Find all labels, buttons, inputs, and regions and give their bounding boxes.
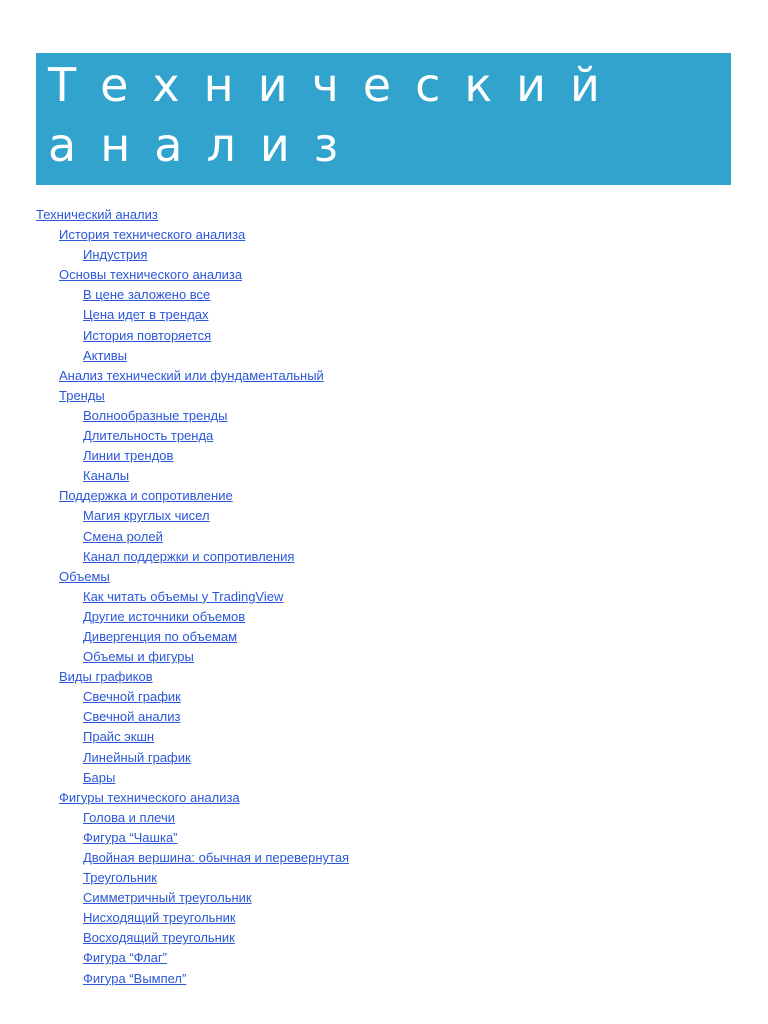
page-title: Технический анализ [48,58,624,172]
toc-link[interactable]: Тренды [59,387,105,403]
toc-item [36,627,349,647]
toc-link[interactable]: История технического анализа [59,227,246,243]
toc-link[interactable]: Двойная вершина: обычная и перевернутая [83,850,350,865]
toc-link[interactable]: Объемы [59,568,110,584]
toc-item [36,607,349,627]
toc-link[interactable]: Анализ технический или фундаментальный [59,367,324,383]
toc-link[interactable]: Канал поддержки и сопротивления [83,548,295,564]
toc-link[interactable]: Волнообразные тренды [83,407,228,423]
toc-link[interactable]: Как читать объемы у TradingView [83,588,284,604]
toc-link[interactable]: Фигура “Чашка” [83,829,178,845]
toc-link[interactable]: Треугольник [83,870,157,886]
toc-item [36,466,349,486]
toc-item [36,908,349,928]
toc-item [36,386,349,406]
toc-link[interactable]: Фигура “Вымпел” [83,970,187,986]
toc-item [36,265,349,285]
toc-item [36,406,349,426]
toc-link[interactable]: Технический анализ [36,207,158,222]
toc-link[interactable]: Цена идет в трендах [83,307,209,323]
toc-link[interactable]: Смена ролей [83,528,163,544]
toc-link[interactable]: Поддержка и сопротивление [59,488,233,504]
toc-item [36,707,349,727]
toc-link[interactable]: Дивергенция по объемам [83,628,238,644]
toc-item [36,928,349,948]
table-of-contents [36,205,349,989]
toc-link[interactable]: Нисходящий треугольник [83,910,236,926]
toc-item [36,366,349,386]
toc-item [36,848,349,868]
toc-link[interactable]: Симметричный треугольник [83,890,252,906]
toc-link[interactable]: Линейный график [83,749,191,765]
toc-item [36,768,349,788]
toc-item [36,326,349,346]
toc-link[interactable]: Каналы [83,468,130,484]
toc-item [36,727,349,747]
toc-link[interactable]: Голова и плечи [83,809,176,825]
toc-item [36,948,349,968]
toc-item [36,868,349,888]
toc-item [36,527,349,547]
toc-item [36,687,349,707]
toc-item [36,808,349,828]
toc-link[interactable]: Фигура “Флаг” [83,950,167,966]
toc-item [36,748,349,768]
toc-link[interactable]: Активы [83,347,127,363]
toc-link[interactable]: История повторяется [83,327,212,343]
toc-link[interactable]: В цене заложено все [83,287,211,303]
toc-link[interactable]: Магия круглых чисел [83,508,210,524]
toc-link[interactable]: Объемы и фигуры [83,649,194,665]
toc-item [36,245,349,265]
toc-link[interactable]: Виды графиков [59,669,153,685]
toc-item [36,225,349,245]
toc-link[interactable]: Бары [83,769,116,785]
toc-item [36,486,349,506]
toc-link[interactable]: Основы технического анализа [59,267,243,283]
toc-item [36,305,349,325]
toc-item [36,285,349,305]
toc-link[interactable]: Прайс экшн [83,729,155,745]
toc-item [36,828,349,848]
toc-item [36,426,349,446]
toc-item [36,788,349,808]
toc-link[interactable]: Свечной анализ [83,709,181,725]
toc-link[interactable]: Другие источники объемов [83,608,246,624]
toc-item [36,346,349,366]
toc-link[interactable]: Индустрия [83,247,148,263]
toc-item [36,647,349,667]
toc-link[interactable]: Свечной график [83,689,181,705]
toc-item [36,547,349,567]
toc-item [36,888,349,908]
toc-link[interactable]: Длительность тренда [83,428,214,444]
toc-item [36,205,349,225]
title-banner [36,53,731,185]
toc-link[interactable]: Линии трендов [83,448,174,464]
toc-item [36,567,349,587]
toc-item [36,969,349,989]
toc-item [36,667,349,687]
toc-item [36,446,349,466]
toc-link[interactable]: Восходящий треугольник [83,930,235,946]
toc-item [36,506,349,526]
toc-link[interactable]: Фигуры технического анализа [59,789,240,805]
toc-item [36,587,349,607]
